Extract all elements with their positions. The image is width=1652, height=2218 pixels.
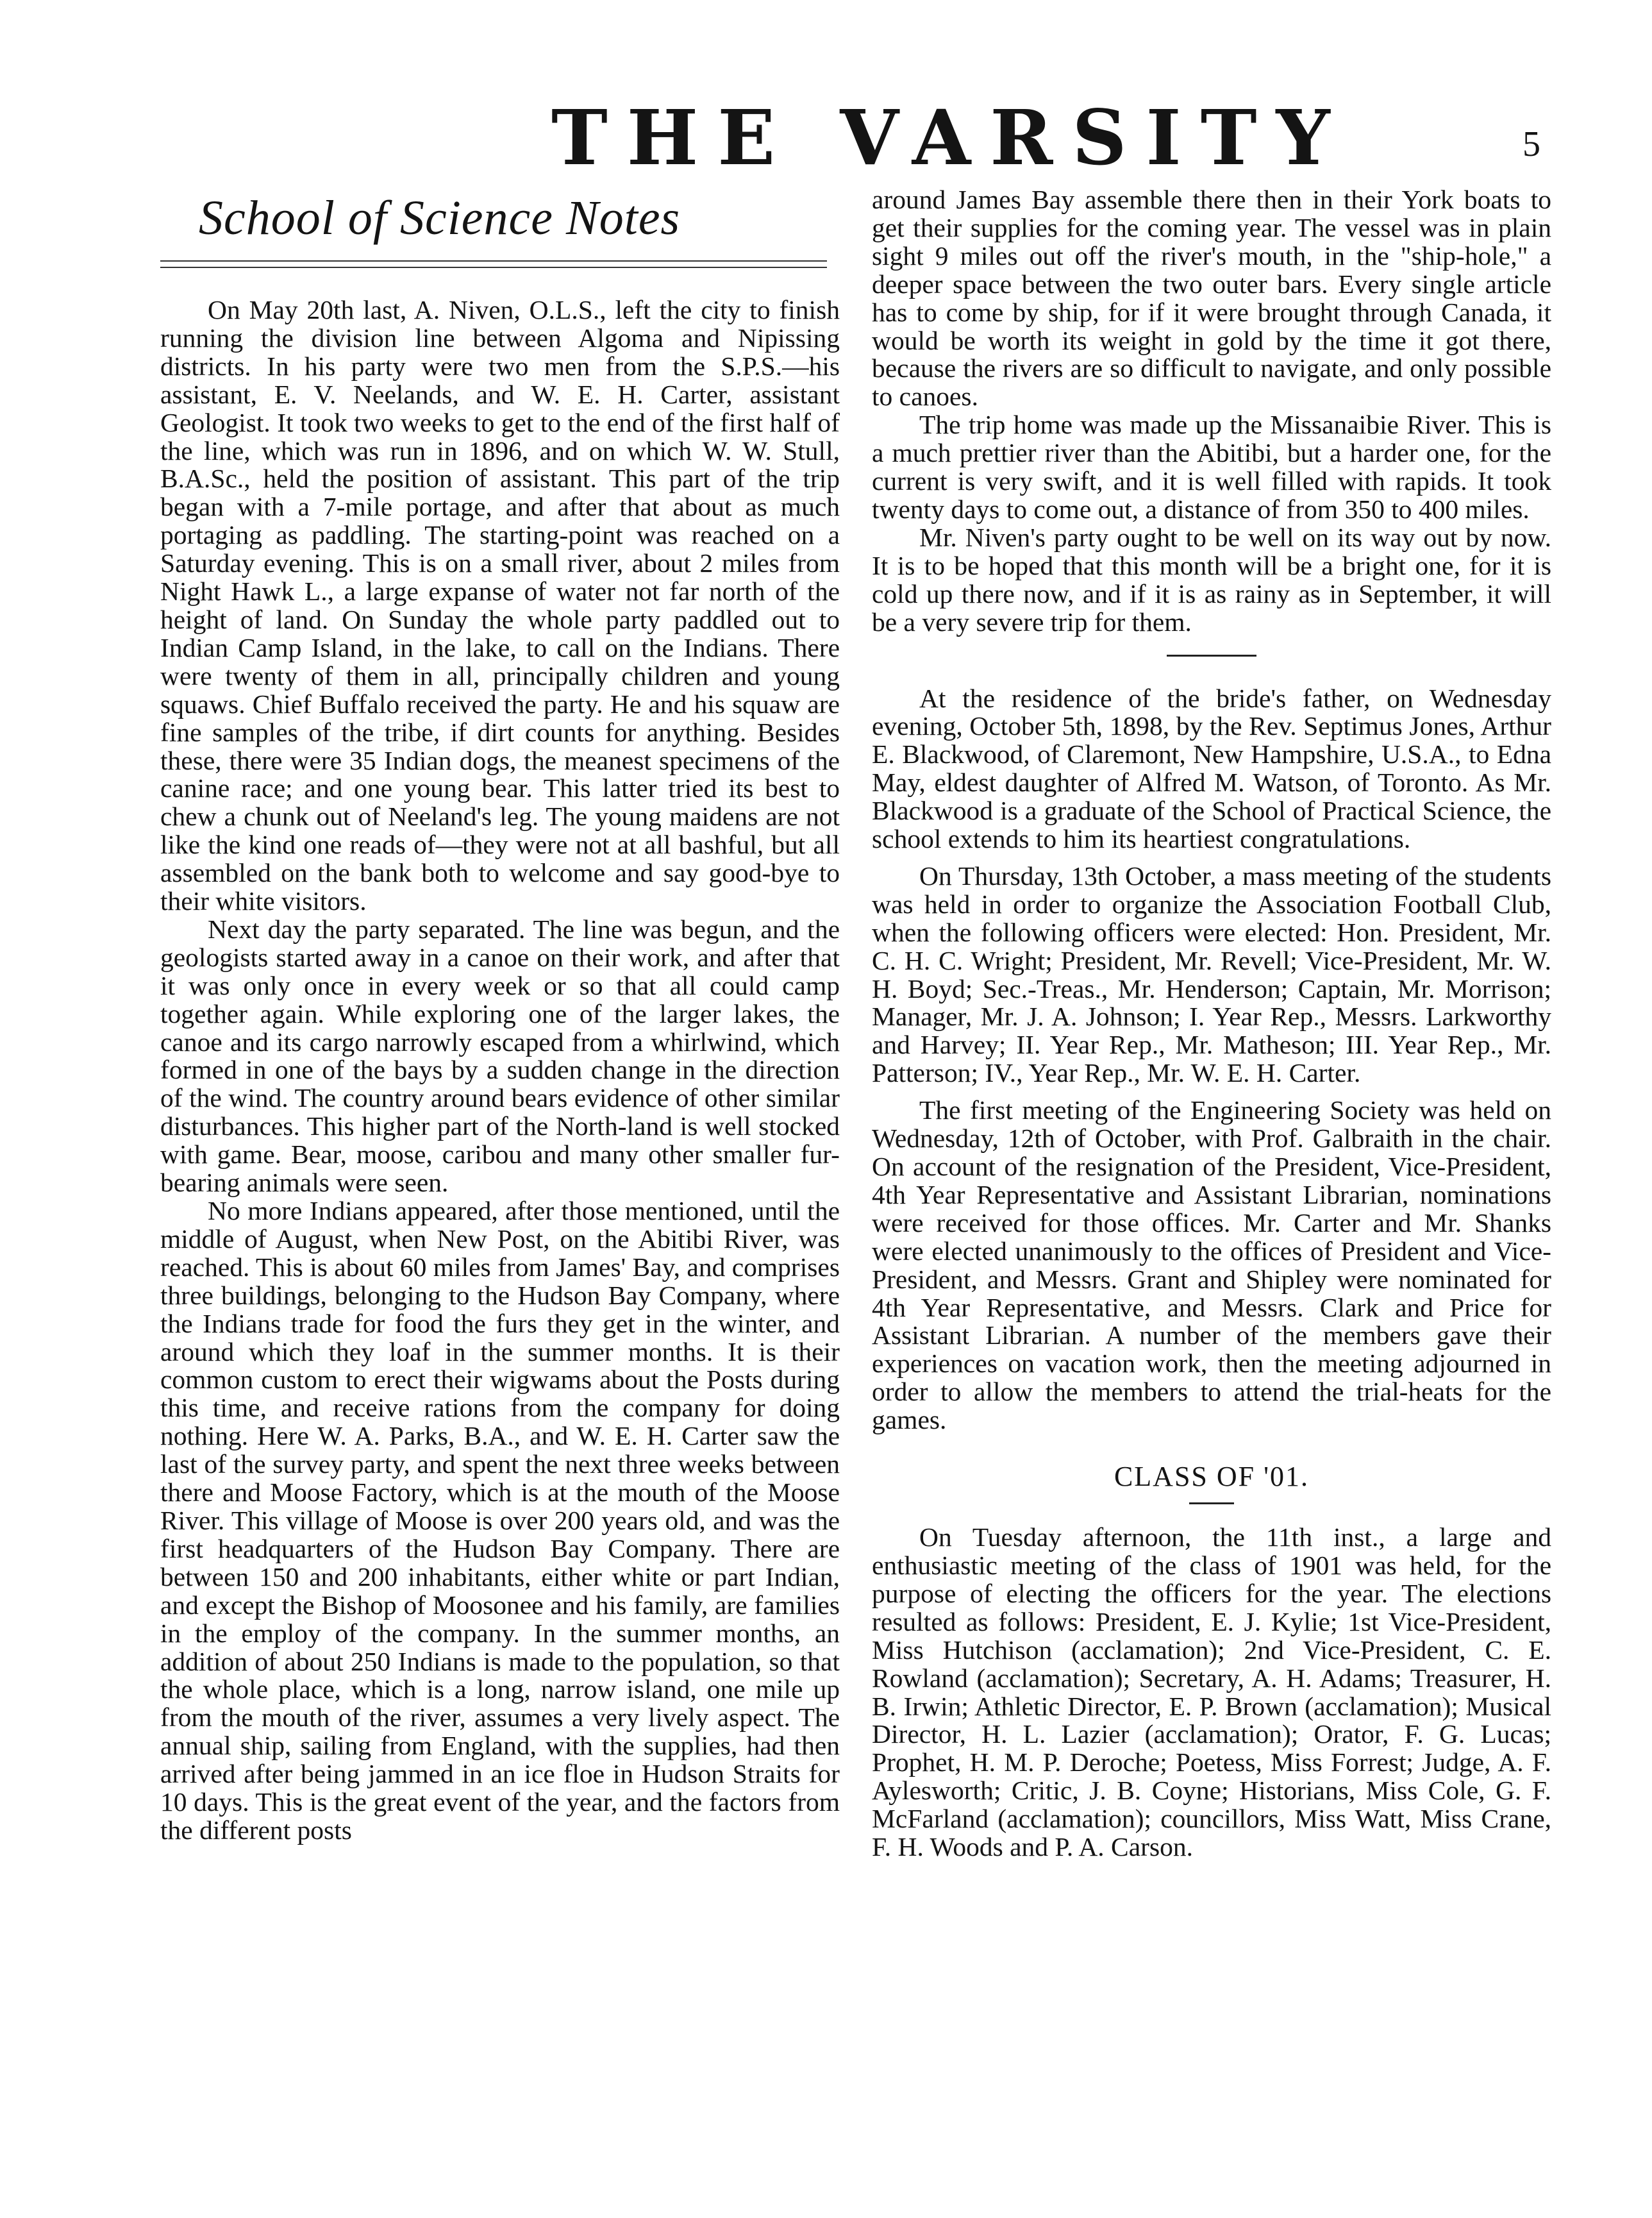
page-number: 5 bbox=[1523, 124, 1540, 164]
heading-double-rule bbox=[160, 260, 827, 268]
article-paragraph-continued: around James Bay assemble there then in their York boats to get their supplies for the coming year. The vessel was in plain sight 9 miles out off the river's mouth, in the "ship-hole," a deeper space between the two outer bars. Every single article has to come by ship, for if it were brought through Canada, it would be worth its weight in gold by the time it got there, because the rivers are so difficult to navigate, and only possible to canoes. bbox=[872, 185, 1551, 412]
article-paragraph: No more Indians appeared, after those mentioned, until the middle of August, when New Post, on the Abitibi River, was reached. This is about 60 miles from James' Bay, and comprises three buildings, belonging to the Hudson Bay Company, where the Indians trade for food the furs they get in the winter, and around which they loaf in the summer months. It is their common custom to erect their wigwams about the Posts during this time, and receive rations from the company for doing nothing. Here W. A. Parks, B.A., and W. E. H. Carter saw the last of the survey party, and spent the next three weeks between there and Moose Factory, which is at the mouth of the Moose River. This village of Moose is over 200 years old, and was the first headquarters of the Hudson Bay Company. There are between 150 and 200 inhabitants, either white or part Indian, and except the Bishop of Moosonee and his family, are families in the employ of the company. In the summer months, an addition of about 250 Indians is made to the population, so that the whole place, which is a long, narrow island, one mile up from the mouth of the river, assumes a very lively aspect. The annual ship, sailing from England, with the supplies, had then arrived after being jammed in an ice floe in Hudson Straits for 10 days. This is the great event of the year, and the factors from the different posts bbox=[160, 1196, 840, 1845]
article-paragraph: Next day the party separated. The line was begun, and the geologists started away in a canoe on their work, and after that it was only once in every week or so that all could camp together again. While exploring one of the larger lakes, the canoe and its cargo narrowly escaped from a whirlwind, which formed in one of the bays by a sudden change in the direction of the wind. The country around bears evidence of other similar disturbances. This higher part of the North-land is well stocked with game. Bear, moose, caribou and many other smaller fur-bearing animals were seen. bbox=[160, 914, 840, 1198]
section-heading: School of Science Notes bbox=[199, 191, 681, 245]
class-heading: CLASS OF '01. bbox=[1114, 1461, 1310, 1493]
class-heading-rule bbox=[1189, 1502, 1234, 1504]
wedding-notice: At the residence of the bride's father, on Wednesday evening, October 5th, 1898, by the Rev. Septimus Jones, Arthur E. Blackwood, of Claremont, New Hampshire, U.S.A., to Edna May, eldest daughter of Alfred M. Watson, of Toronto. As Mr. Blackwood is a graduate of the School of Practical Science, the school extends to him its heartiest congratulations. bbox=[872, 683, 1551, 854]
masthead bbox=[0, 93, 1652, 182]
football-club-notice: On Thursday, 13th October, a mass meeting of the students was held in order to organize the Association Football Club, when the following officers were elected: Hon. President, Mr. C. H. C. Wright; President, Mr. Revell; Vice-President, Mr. W. H. Boyd; Sec.-Treas., Mr. Henderson; Captain, Mr. Morrison; Manager, Mr. J. A. Johnson; I. Year Rep., Messrs. Larkworthy and Harvey; II. Year Rep., Mr. Matheson; III. Year Rep., Mr. Patterson; IV., Year Rep., Mr. W. E. H. Carter. bbox=[872, 861, 1551, 1088]
engineering-society-notice: The first meeting of the Engineering Society was held on Wednesday, 12th of October, with Prof. Galbraith in the chair. On account of the resignation of the President, Vice-President, 4th Year Representative and Assistant Librarian, nominations were received for those offices. Mr. Carter and Mr. Shanks were elected unanimously to the offices of President and Vice-President, and Messrs. Grant and Shipley were nominated for 4th Year Representative, and Messrs. Clark and Price for Assistant Librarian. A number of the members gave their experiences on vacation work, then the meeting adjourned in order to allow the members to attend the trial-heats for the games. bbox=[872, 1095, 1551, 1435]
article-paragraph: Mr. Niven's party ought to be well on its way out by now. It is to be hoped that this month will be a bright one, for it is cold up there now, and if it is as rainy as in September, it will be a very severe trip for them. bbox=[872, 522, 1551, 637]
class-elections-paragraph: On Tuesday afternoon, the 11th inst., a large and enthusiastic meeting of the class of 1901 was held, for the purpose of electing the officers for the year. The elections resulted as follows: President, E. J. Kylie; 1st Vice-President, Miss Hutchison (acclamation); 2nd Vice-President, C. E. Rowland (acclamation); Secretary, A. H. Adams; Treasurer, H. B. Irwin; Athletic Director, E. P. Brown (acclamation); Musical Director, H. L. Lazier (acclamation); Orator, F. G. Lucas; Prophet, H. M. P. Deroche; Poetess, Miss Forrest; Judge, A. F. Aylesworth; Critic, J. B. Coyne; Historians, Miss Cole, G. F. McFarland (acclamation); councillors, Miss Watt, Miss Crane, F. H. Woods and P. A. Carson. bbox=[872, 1522, 1551, 1862]
article-paragraph: On May 20th last, A. Niven, O.L.S., left the city to finish running the division line between Algoma and Nipissing districts. In his party were two men from the S.P.S.—his assistant, E. V. Neelands, and W. E. H. Carter, assistant Geologist. It took two weeks to get to the end of the first half of the line, which was run in 1896, and on which W. W. Stull, B.A.Sc., held the position of assistant. This part of the trip began with a 7-mile portage, and after that about as much portaging as paddling. The starting-point was reached on a Saturday evening. This is on a small river, about 2 miles from Night Hawk L., a large expanse of water not far north of the height of land. On Sunday the whole party paddled out to Indian Camp Island, in the lake, to call on the Indians. There were twenty of them in all, principally children and young squaws. Chief Buffalo received the party. He and his squaw are fine samples of the tribe, if dirt counts for anything. Besides these, there were 35 Indian dogs, the meanest specimens of the canine race; and one young bear. This latter tried its best to chew a chunk out of Neeland's leg. The young maidens are not like the kind one reads of—they were not at all bashful, but all assembled on the bank both to welcome and say good-bye to their white visitors. bbox=[160, 295, 840, 916]
article-paragraph: The trip home was made up the Missanaibie River. This is a much prettier river than the Abitibi, but a harder one, for the current is very swift, and it is well filled with rapids. It took twenty days to come out, a distance of from 350 to 400 miles. bbox=[872, 410, 1551, 524]
section-divider bbox=[1167, 655, 1256, 657]
right-column bbox=[872, 186, 1551, 1861]
masthead-title: THE VARSITY bbox=[551, 93, 1349, 182]
left-column bbox=[160, 186, 840, 1845]
